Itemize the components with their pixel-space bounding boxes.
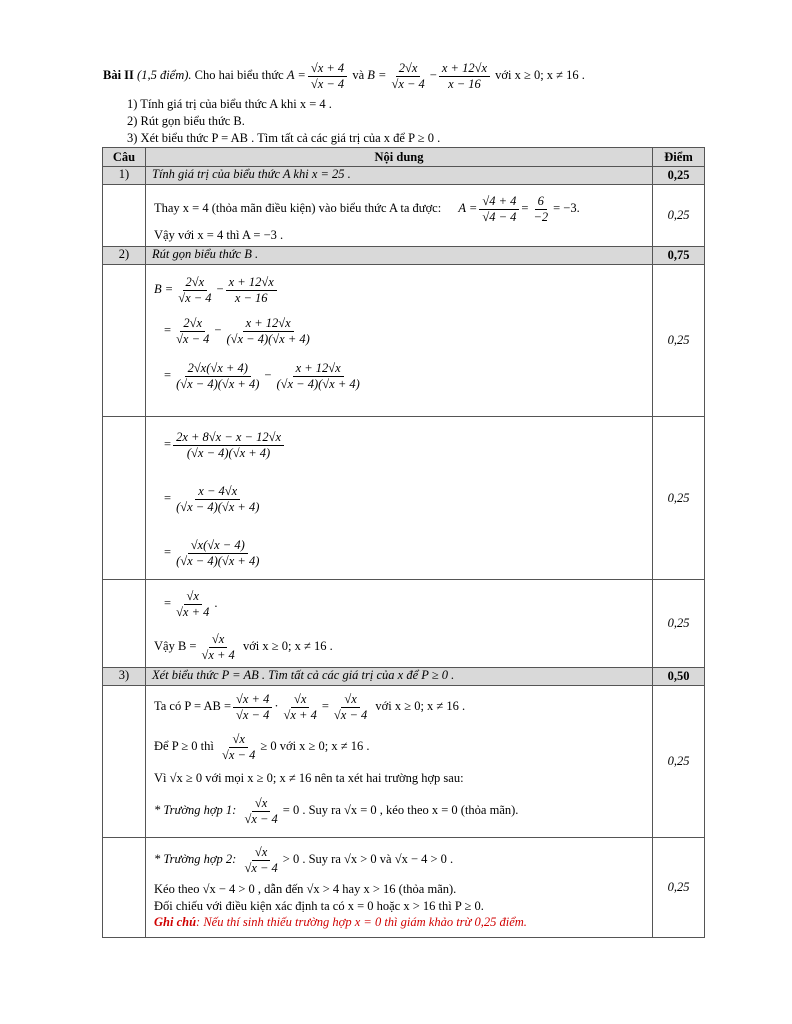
- s2c-line1: = $\frac{√x}{√x + 4}$ .: [164, 588, 218, 619]
- s3b-line1: [154, 838, 652, 880]
- b-num1: 2√x: [396, 62, 421, 77]
- s3a-l1-pre: Ta có P = AB =: [154, 699, 231, 713]
- s3b-line3: Đối chiếu với điều kiện xác định ta có x = 0 hoặc x > 16 thì P ≥ 0.: [154, 899, 484, 913]
- s2c-f1: [173, 590, 212, 619]
- s2a-f1-d: √x − 4: [178, 290, 212, 305]
- s3a-f3: [331, 693, 370, 722]
- s2b-cau-empty: [103, 417, 146, 580]
- s2a-f5-n: 2√x(√x + 4): [185, 362, 251, 377]
- s2a-f5: [173, 362, 262, 391]
- s1-eq: A =: [458, 201, 478, 215]
- s3b-l5-post: > 0 . Suy ra √x > 0 và √x − 4 > 0 .: [282, 852, 454, 866]
- s3b-points: 0,25: [653, 838, 705, 938]
- s3a-f1-n: √x + 4: [233, 693, 272, 708]
- s2a-content: [146, 265, 653, 417]
- s2b-f1-n: 2x + 8√x − x − 12√x: [173, 431, 284, 446]
- s2c-post: với x ≥ 0; x ≠ 16 .: [242, 639, 333, 653]
- s3a-f5: [241, 797, 280, 826]
- s1-line1: Thay x = 4 (thỏa mãn điều kiện) vào biểu thức A ta được: A = $\frac{√4 + 4}{√4 - 4}$ = $\frac{6}{-2}$ = −3.: [154, 193, 580, 224]
- s2c-f2-n: √x: [209, 633, 227, 648]
- condition: với x ≥ 0; x ≠ 16 .: [495, 68, 585, 82]
- section-2-points: 0,75: [653, 247, 705, 265]
- s2b-f2-d: (√x − 4)(√x + 4): [176, 499, 260, 514]
- s2a-f4-d: (√x − 4)(√x + 4): [226, 331, 310, 346]
- s3a-cau-empty: [103, 686, 146, 838]
- s2a-line1: B = $\frac{2√x}{√x - 4}$ − $\frac{x + 12√x}{x - 16}$: [154, 269, 652, 309]
- and-word: và: [352, 68, 365, 82]
- a-fraction: [308, 62, 347, 91]
- s2a-f6-n: x + 12√x: [293, 362, 344, 377]
- question-2: 2) Rút gọn biểu thức B.: [127, 114, 245, 128]
- section-1-points: 0,25: [653, 167, 705, 185]
- s2b-line2: = $\frac{x - 4√x}{(√x - 4)(√x + 4)}$: [164, 471, 652, 525]
- s1-n1: √4 + 4: [479, 195, 519, 210]
- s1-d1: √4 − 4: [482, 209, 517, 224]
- s3a-line4: [154, 790, 652, 830]
- s2b-line1: = $\frac{2x + 8√x - x - 12√x}{(√x - 4)(√x + 4)}$: [164, 417, 652, 471]
- s2a-f4: [223, 317, 312, 346]
- s3a-f1: [233, 693, 272, 722]
- s2c-content: [146, 580, 653, 668]
- s2c-points: 0,25: [653, 580, 705, 668]
- s2b-f1-d: (√x − 4)(√x + 4): [186, 445, 271, 460]
- problem-points: (1,5 điểm).: [137, 68, 192, 82]
- s3b-note: [154, 914, 652, 930]
- s3b-cau-empty: [103, 838, 146, 938]
- marking-table: [102, 147, 705, 938]
- s3a-f4-d: √x − 4: [222, 747, 256, 762]
- s3b-f1-d: √x − 4: [244, 860, 278, 875]
- s3b-f1: [241, 846, 280, 875]
- s3a-l2-post: ≥ 0 với x ≥ 0; x ≠ 16 .: [260, 739, 370, 753]
- s2c-f1-n: √x: [184, 590, 202, 605]
- question-1: 1) Tính giá trị của biểu thức A khi x = 4 .: [127, 97, 332, 111]
- s2a-f2: [226, 276, 277, 305]
- b-den1: √x − 4: [391, 76, 425, 91]
- s2b-f1: [173, 431, 284, 460]
- s3b-line2: Kéo theo √x − 4 > 0 , dẫn đến √x > 4 hay x > 16 (thỏa mãn).: [154, 882, 457, 896]
- s2b-line3: = $\frac{√x(√x - 4)}{(√x - 4)(√x + 4)}$: [164, 525, 652, 579]
- s1-frac2: [530, 195, 551, 224]
- s2c-line2: [154, 626, 652, 666]
- s2c-cau-empty: [103, 580, 146, 668]
- s3a-l2-pre: Để P ≥ 0 thì: [154, 739, 214, 753]
- question-3: 3) Xét biểu thức P = AB . Tìm tất cả các giá trị của x để P ≥ 0 .: [127, 131, 441, 145]
- s1-d2: −2: [533, 209, 549, 224]
- s1-points: 0,25: [653, 185, 705, 247]
- s3a-line2: [154, 726, 652, 766]
- s3a-f2-d: √x + 4: [283, 707, 317, 722]
- s3a-f5-d: √x − 4: [244, 811, 278, 826]
- s3a-f3-d: √x − 4: [333, 707, 368, 722]
- section-1-title: Tính giá trị của biểu thức A khi x = 25 .: [146, 167, 653, 185]
- s2b-f3-n: √x(√x − 4): [188, 539, 248, 554]
- s2b-f3-d: (√x − 4)(√x + 4): [176, 553, 260, 568]
- s3a-f4-n: √x: [229, 733, 247, 748]
- s1-result: = −3.: [553, 201, 580, 215]
- s3a-l4-post: = 0 . Suy ra √x = 0 , kéo theo x = 0 (thỏa mãn).: [282, 803, 519, 817]
- b-den2: x − 16: [448, 76, 481, 91]
- s1-line1-pre: Thay x = 4 (thỏa mãn điều kiện) vào biểu thức A ta được:: [154, 201, 442, 215]
- s2c-pre: Vậy B =: [154, 639, 197, 653]
- s2a-line2: = $\frac{2√x}{√x - 4}$ − $\frac{x + 12√x}{(√x - 4)(√x + 4)}$: [154, 309, 652, 351]
- s2c-f1-d: √x + 4: [176, 604, 210, 619]
- section-2-cau: 2): [103, 247, 146, 265]
- s2a-f2-d: x − 16: [234, 290, 268, 305]
- a-label: A =: [286, 68, 306, 82]
- problem-statement: [103, 57, 585, 93]
- b-fraction-1: [388, 62, 427, 91]
- s3a-f1-d: √x − 4: [236, 707, 270, 722]
- s2a-f6: [273, 362, 362, 391]
- s3b-l5-pre: * Trường hợp 2:: [154, 852, 237, 866]
- note-label: Ghi chú: [154, 915, 197, 929]
- s2b-f2: [173, 485, 262, 514]
- section-3-title: Xét biểu thức P = AB . Tìm tất cả các giá trị của x để P ≥ 0 .: [146, 668, 653, 686]
- s3a-f3-n: √x: [341, 693, 359, 708]
- b-num2: x + 12√x: [439, 62, 490, 77]
- s2a-points: 0,25: [653, 265, 705, 417]
- s3b-f1-n: √x: [252, 846, 270, 861]
- s3a-line3: Vì √x ≥ 0 với mọi x ≥ 0; x ≠ 16 nên ta xét hai trường hợp sau:: [154, 771, 464, 785]
- s1-cau-empty: [103, 185, 146, 247]
- s1-line2: Vậy với x = 4 thì A = −3 .: [154, 227, 284, 242]
- note-text: : Nếu thí sinh thiếu trường hợp x = 0 thì giám khảo trừ 0,25 điểm.: [196, 915, 527, 929]
- a-num: √x + 4: [308, 62, 347, 77]
- s3a-content: [146, 686, 653, 838]
- s3a-f2-n: √x: [291, 693, 309, 708]
- s2c-f2-d: √x + 4: [201, 647, 235, 662]
- problem-title: Bài II: [103, 68, 134, 82]
- s1-n2: 6: [535, 195, 547, 210]
- s2a-f2-n: x + 12√x: [226, 276, 277, 291]
- header-noi-dung: Nội dung: [146, 148, 653, 167]
- s2a-f6-d: (√x − 4)(√x + 4): [276, 376, 360, 391]
- s2a-b-label: B =: [154, 282, 174, 296]
- s2a-cau-empty: [103, 265, 146, 417]
- s2a-f3-n: 2√x: [180, 317, 205, 332]
- b-fraction-2: [439, 62, 490, 91]
- s3b-content: [146, 838, 653, 938]
- s3a-f4: [219, 733, 258, 762]
- minus-sign: −: [429, 68, 437, 82]
- s2a-f4-n: x + 12√x: [243, 317, 294, 332]
- s2a-line3: = $\frac{2√x(√x + 4)}{(√x - 4)(√x + 4)}$ − $\frac{x + 12√x}{(√x - 4)(√x + 4)}$: [154, 351, 652, 399]
- s2b-f3: [173, 539, 262, 568]
- problem-intro: Cho hai biểu thức: [194, 68, 284, 82]
- s2a-f5-d: (√x − 4)(√x + 4): [176, 376, 260, 391]
- s3a-l1-post: với x ≥ 0; x ≠ 16 .: [375, 699, 466, 713]
- s3a-f2: [281, 693, 320, 722]
- header-diem: Điểm: [653, 148, 705, 167]
- section-3-cau: 3): [103, 668, 146, 686]
- section-3-points: 0,50: [653, 668, 705, 686]
- b-label: B =: [367, 68, 387, 82]
- s2b-points: 0,25: [653, 417, 705, 580]
- s2a-f1: [175, 276, 214, 305]
- s1-frac1: [479, 195, 519, 224]
- s2a-f1-n: 2√x: [183, 276, 208, 291]
- s2b-f2-n: x − 4√x: [195, 485, 240, 500]
- header-cau: Câu: [103, 148, 146, 167]
- section-2-title: Rút gọn biểu thức B .: [146, 247, 653, 265]
- s3a-points: 0,25: [653, 686, 705, 838]
- s1-content: [146, 185, 653, 247]
- s2b-content: [146, 417, 653, 580]
- s2a-f3: [173, 317, 212, 346]
- s3a-f5-n: √x: [252, 797, 270, 812]
- section-1-cau: 1): [103, 167, 146, 185]
- s2c-f2: [198, 633, 237, 662]
- s3a-line1: Ta có P = AB = $\frac{√x + 4}{√x - 4}$ · $\frac{√x}{√x + 4}$ = $\frac{√x}{√x - 4}$ với x ≥ 0; x ≠ 16 .: [154, 691, 466, 722]
- a-den: √x − 4: [310, 76, 345, 91]
- s3a-l4-pre: * Trường hợp 1:: [154, 803, 237, 817]
- s2a-f3-d: √x − 4: [176, 331, 210, 346]
